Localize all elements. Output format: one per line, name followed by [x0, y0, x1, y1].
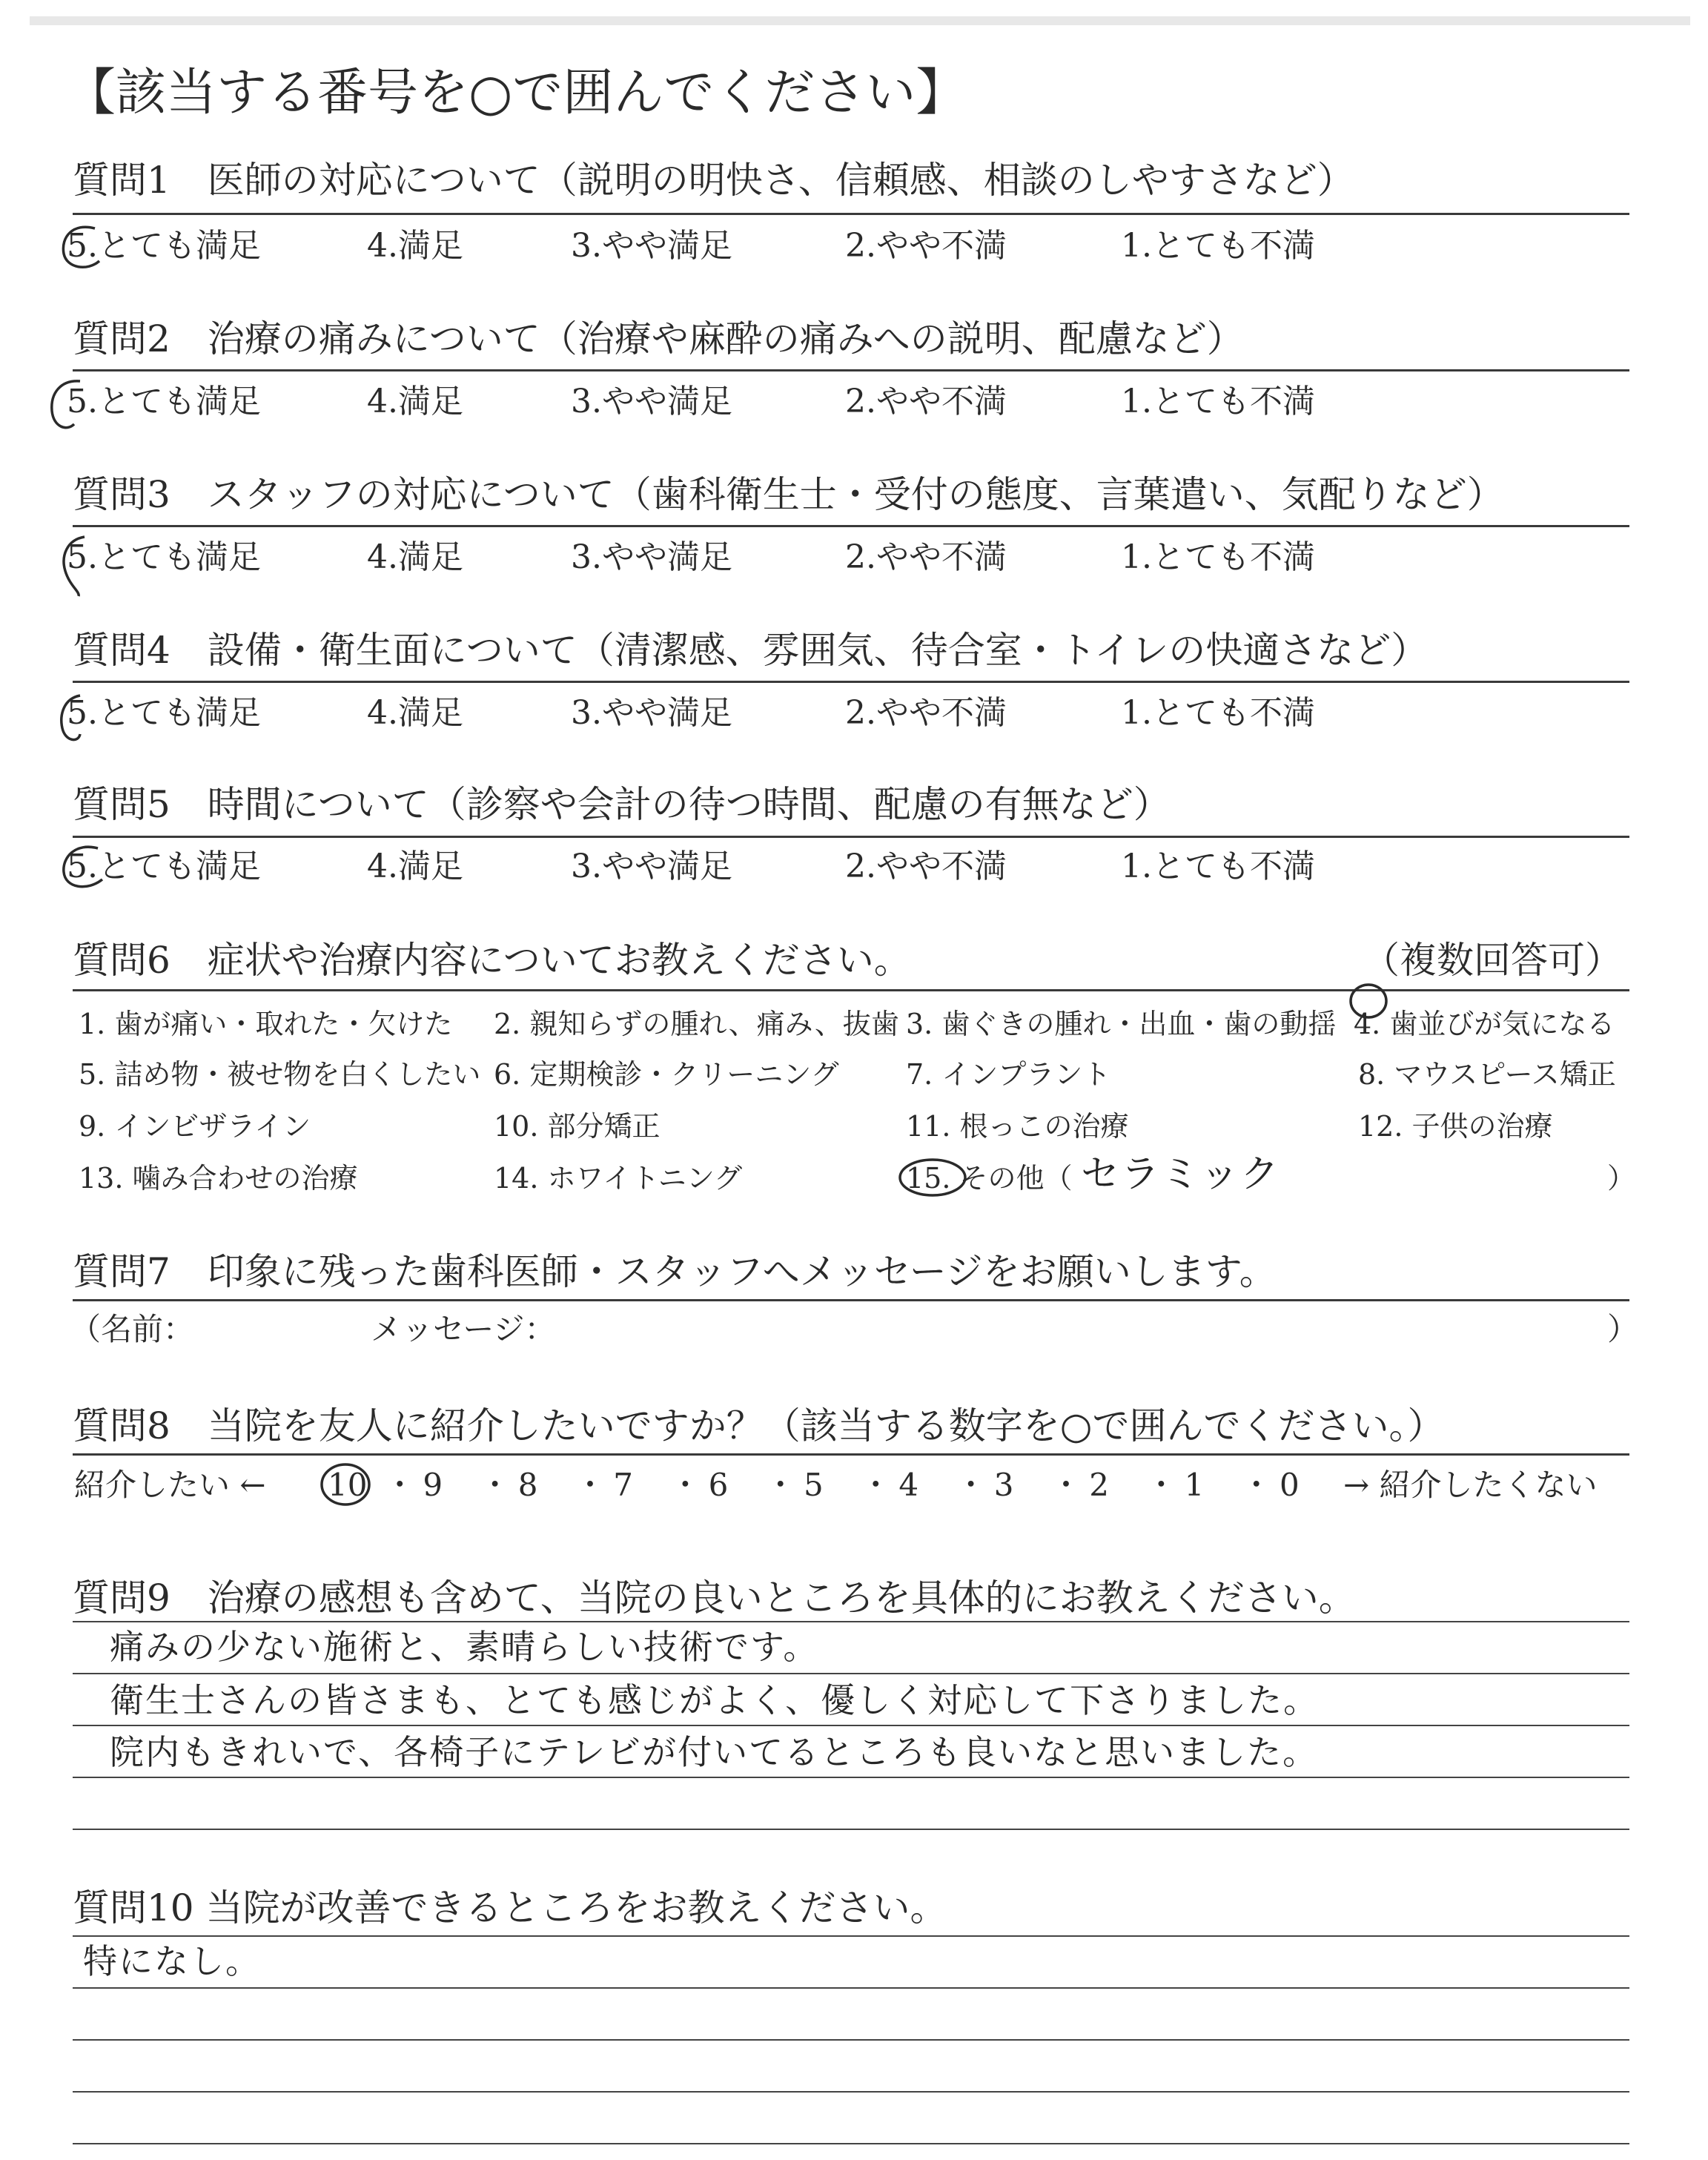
question-6-rule [73, 989, 1629, 991]
q8-scale-value[interactable]: 2 [1089, 1467, 1109, 1503]
q10-line-5 [73, 2143, 1629, 2144]
q5-option-5[interactable]: 5.とても満足 [67, 848, 261, 885]
q9-answer-line-2: 衛生士さんの皆さまも、とても感じがよく、優しく対応して下さりました。 [110, 1680, 1320, 1720]
q9-line-4 [73, 1777, 1629, 1778]
q6-item-11[interactable]: 11. 根っこの治療 [906, 1110, 1129, 1143]
q7-name-label: （名前： [70, 1311, 195, 1347]
q1-option-3[interactable]: 3.やや満足 [571, 227, 732, 265]
q8-scale-value[interactable]: 9 [423, 1467, 443, 1503]
q6-item-12[interactable]: 12. 子供の治療 [1358, 1110, 1553, 1143]
question-5-rule [73, 836, 1629, 838]
q3-selection-circle [58, 532, 102, 599]
q1-option-2[interactable]: 2.やや不満 [845, 227, 1007, 265]
q1-selection-circle [58, 222, 110, 274]
q5-option-3[interactable]: 3.やや満足 [571, 848, 732, 885]
q9-line-3 [73, 1725, 1629, 1726]
q2-option-2[interactable]: 2.やや不満 [845, 383, 1007, 420]
q8-scale-value[interactable]: 8 [517, 1467, 538, 1503]
q8-scale-separator: ・ [1240, 1467, 1272, 1503]
question-2-rule [73, 369, 1629, 371]
q6-other-close: ） [1607, 1162, 1636, 1195]
question-1-rule [73, 213, 1629, 215]
q6-item-8[interactable]: 8. マウスピース矯正 [1358, 1058, 1616, 1091]
q8-scale-separator: ・ [1145, 1467, 1177, 1503]
q9-line-1 [73, 1621, 1629, 1622]
q3-option-2[interactable]: 2.やや不満 [845, 538, 1007, 576]
q7-close: ） [1607, 1311, 1639, 1347]
form-header: 【該当する番号を○で囲んでください】 [65, 64, 967, 122]
q8-scale-value[interactable]: 4 [898, 1467, 919, 1503]
q9-line-5 [73, 1829, 1629, 1830]
q3-option-4[interactable]: 4.満足 [367, 538, 463, 576]
q6-item-15[interactable]: 15. その他（ [906, 1162, 1073, 1195]
question-8-label: 質問8 当院を友人に紹介したいですか？（該当する数字を○で囲んでください。） [73, 1404, 1445, 1447]
question-6-label: 質問6 症状や治療内容についてお教えください。 [73, 939, 911, 982]
q9-answer-line-3: 院内もきれいで、各椅子にテレビが付いてるところも良いなと思いました。 [110, 1732, 1319, 1772]
question-10-label: 質問10 当院が改善できるところをお教えください。 [73, 1886, 947, 1929]
q3-option-5[interactable]: 5.とても満足 [67, 538, 261, 576]
q8-selection-circle [319, 1461, 374, 1510]
q8-right-label: → 紹介したくない [1343, 1467, 1598, 1503]
q8-scale-value[interactable]: 5 [804, 1467, 824, 1503]
q8-scale-separator: ・ [575, 1467, 606, 1503]
q6-item-14[interactable]: 14. ホワイトニング [494, 1162, 743, 1195]
question-7-label: 質問7 印象に残った歯科医師・スタッフへメッセージをお願いします。 [73, 1250, 1277, 1293]
q8-scale-value[interactable]: 7 [613, 1467, 633, 1503]
q6-item-1[interactable]: 1. 歯が痛い・取れた・欠けた [79, 1008, 453, 1040]
q8-scale-value[interactable]: 1 [1184, 1467, 1205, 1503]
q3-option-1[interactable]: 1.とても不満 [1121, 538, 1315, 576]
q2-option-4[interactable]: 4.満足 [367, 383, 463, 420]
q5-option-1[interactable]: 1.とても不満 [1121, 848, 1315, 885]
q10-line-1 [73, 1935, 1629, 1937]
q5-option-2[interactable]: 2.やや不満 [845, 848, 1007, 885]
q6-item-5[interactable]: 5. 詰め物・被せ物を白くしたい [79, 1058, 481, 1091]
q6-item-3[interactable]: 3. 歯ぐきの腫れ・出血・歯の動揺 [906, 1008, 1337, 1040]
question-6-note: （複数回答可） [1363, 939, 1622, 982]
question-2-label: 質問2 治療の痛みについて（治療や麻酔の痛みへの説明、配慮など） [73, 317, 1244, 360]
q6-item-6[interactable]: 6. 定期検診・クリーニング [494, 1058, 839, 1091]
q5-option-4[interactable]: 4.満足 [367, 848, 463, 885]
question-4-rule [73, 681, 1629, 683]
q8-scale-value[interactable]: 10 [328, 1467, 368, 1503]
q2-option-5[interactable]: 5.とても満足 [67, 383, 261, 420]
q6-item-15-circle [897, 1155, 971, 1201]
question-5-label: 質問5 時間について（診察や会計の待つ時間、配慮の有無など） [73, 783, 1171, 826]
q6-other-text: セラミック [1081, 1152, 1280, 1197]
q10-line-3 [73, 2039, 1629, 2041]
q10-line-4 [73, 2091, 1629, 2093]
q6-item-2[interactable]: 2. 親知らずの腫れ、痛み、抜歯 [494, 1008, 899, 1040]
q8-scale-separator: ・ [955, 1467, 987, 1503]
q9-line-2 [73, 1673, 1629, 1674]
q8-scale-separator: ・ [479, 1467, 511, 1503]
q8-scale-value[interactable]: 0 [1280, 1467, 1300, 1503]
q7-message-label: メッセージ： [371, 1311, 556, 1347]
q4-option-4[interactable]: 4.満足 [367, 694, 463, 732]
question-3-rule [73, 525, 1629, 527]
q8-scale-separator: ・ [764, 1467, 796, 1503]
question-9-label: 質問9 治療の感想も含めて、当院の良いところを具体的にお教えください。 [73, 1576, 1356, 1619]
q9-answer-line-1: 痛みの少ない施術と、素晴らしい技術です。 [110, 1627, 819, 1667]
q4-option-5[interactable]: 5.とても満足 [67, 694, 261, 732]
q2-option-1[interactable]: 1.とても不満 [1121, 383, 1315, 420]
question-8-rule [73, 1453, 1629, 1456]
question-4-label: 質問4 設備・衛生面について（清潔感、雰囲気、待合室・トイレの快適さなど） [73, 629, 1429, 672]
q8-scale-separator: ・ [384, 1467, 416, 1503]
question-3-label: 質問3 スタッフの対応について（歯科衛生士・受付の態度、言葉遣い、気配りなど） [73, 473, 1504, 516]
q5-selection-circle [58, 842, 114, 896]
q4-option-1[interactable]: 1.とても不満 [1121, 694, 1315, 732]
question-1-label: 質問1 医師の対応について（説明の明快さ、信頼感、相談のしやすさなど） [73, 159, 1354, 202]
q1-option-5[interactable]: 5.とても満足 [67, 227, 261, 265]
q3-option-3[interactable]: 3.やや満足 [571, 538, 732, 576]
q8-left-label: 紹介したい ← [74, 1467, 266, 1503]
q6-item-9[interactable]: 9. インビザライン [79, 1110, 311, 1143]
q8-scale-separator: ・ [1050, 1467, 1082, 1503]
q2-selection-circle [44, 377, 96, 436]
q6-item-10[interactable]: 10. 部分矯正 [494, 1110, 661, 1143]
q8-scale-separator: ・ [860, 1467, 892, 1503]
q6-item-4[interactable]: 4. 歯並びが気になる [1354, 1008, 1615, 1040]
q10-answer-line-1: 特になし。 [83, 1941, 261, 1981]
q1-option-4[interactable]: 4.満足 [367, 227, 463, 265]
q8-scale-value[interactable]: 3 [993, 1467, 1014, 1503]
q4-option-3[interactable]: 3.やや満足 [571, 694, 732, 732]
question-7-rule [73, 1299, 1629, 1301]
q10-line-2 [73, 1987, 1629, 1989]
q6-item-4-circle [1346, 980, 1391, 1025]
q2-option-3[interactable]: 3.やや満足 [571, 383, 732, 420]
q4-option-2[interactable]: 2.やや不満 [845, 694, 1007, 732]
q8-scale-separator: ・ [669, 1467, 701, 1503]
q8-scale-value[interactable]: 6 [708, 1467, 729, 1503]
q6-item-13[interactable]: 13. 噛み合わせの治療 [79, 1162, 358, 1195]
q4-selection-circle [55, 690, 99, 749]
q6-item-7[interactable]: 7. インプラント [906, 1058, 1111, 1091]
scan-edge [30, 16, 1690, 25]
q1-option-1[interactable]: 1.とても不満 [1121, 227, 1315, 265]
